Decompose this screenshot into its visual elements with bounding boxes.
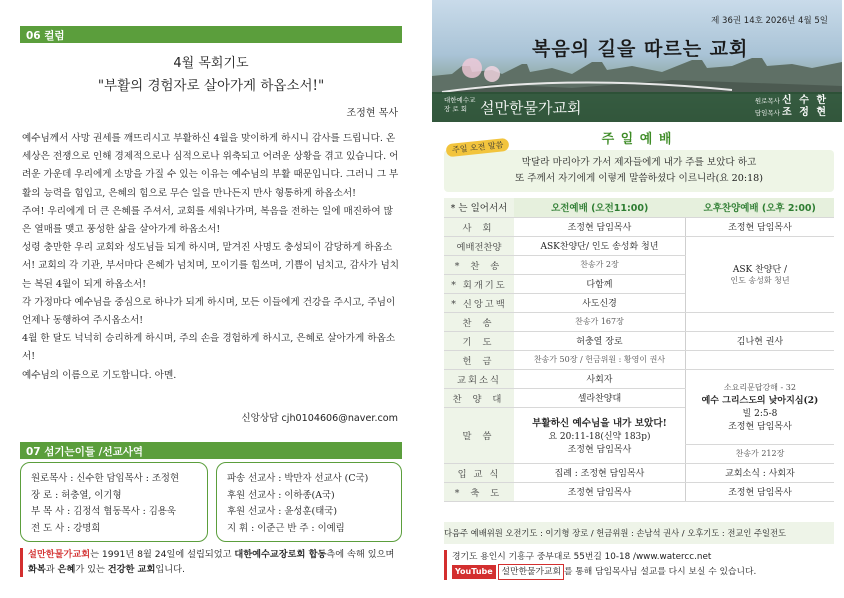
workers-header: 07 섬기는이들 /선교사역 xyxy=(20,442,402,459)
col-note: * 는 일어서서 xyxy=(444,198,514,217)
people-box xyxy=(20,462,208,542)
verse-box xyxy=(444,150,834,192)
col-pm: 오후찬양예배 (오후 2:00) xyxy=(685,198,834,217)
desc-denomination: 대한예수교장로회 합동 xyxy=(234,549,327,560)
prayer-subtitle: "부활의 경험자로 살아가게 하옵소서!" xyxy=(97,78,325,94)
sermon-badge: 주일 오전 말씀 xyxy=(445,138,509,158)
row-label: 입 교 식 xyxy=(444,463,514,482)
prayer-paragraph: 성령 충만한 우리 교회와 성도님들 되게 하시며, 맡겨진 사명도 충성되이 감당하게 하옵소서! 교회의 각 기관, 부서마다 은혜가 넘치며, 모이기를 힘쓰며, 기쁨이 넘치고, 감사가 넘치는 복된 4월이 되게 하옵소서! xyxy=(22,242,400,290)
prayer-paragraph: 4월 한 달도 넉넉히 승리하게 하시며, 주의 손을 경험하게 하시고, 은혜로 살아가게 하옵소서! xyxy=(22,333,396,363)
row-label: 예배전찬양 xyxy=(444,236,514,255)
desc-text: 가 있는 xyxy=(75,563,108,575)
row-label: * 회개기도 xyxy=(444,274,514,293)
desc-church-name: 설만한물가교회 xyxy=(28,549,91,560)
am-cell: 찬송가 50장 / 헌금위원 : 황영이 권사 xyxy=(514,350,685,369)
pm-cell: 김나현 권사 xyxy=(685,331,834,350)
service-order-table xyxy=(444,198,834,502)
desc-keyword: 화복 xyxy=(28,563,46,575)
desc-keyword: 은혜 xyxy=(57,563,76,575)
prayer-paragraph: 주여! 우리에게 더 큰 은혜를 주셔서, 교회를 세워나가며, 복음을 전하는 일에 매진하여 많은 열매를 맺고 풍성한 삶을 살아가게 하옵소서! xyxy=(22,205,393,236)
pm-speaker: 조정현 담임목사 xyxy=(728,421,792,432)
am-cell: 조정현 담임목사 xyxy=(514,482,685,501)
address-block xyxy=(444,550,834,580)
row-label: * 찬 송 xyxy=(444,255,514,274)
row-label: 말 씀 xyxy=(444,407,514,463)
pm-cell xyxy=(685,350,834,369)
pm-ref: 빌 2:5-8 xyxy=(742,408,778,419)
youtube-line xyxy=(452,564,834,580)
issue-info: 제 36권 14호 2026년 4월 5일 xyxy=(711,16,828,26)
desc-text: 측에 속해 있으며 xyxy=(326,549,395,560)
church-name: 설만한물가교회 xyxy=(480,99,582,117)
mission-box xyxy=(216,462,402,542)
people-line: 전 도 사 : 강명희 xyxy=(31,522,101,534)
prayer-paragraph: 각 가정마다 예수님을 중심으로 하나가 되게 하시며, 모든 이들에게 건강을 주시고, 주님이 언제나 동행하여 주시옵소서! xyxy=(22,296,396,327)
am-sermon-ref: 요 20:11-18(신약 183p) xyxy=(548,432,651,442)
pm-praise-cell xyxy=(685,236,834,312)
am-sermon-title: 부활하신 예수님을 내가 보았다! xyxy=(532,418,667,429)
prayer-paragraph: 예수님께서 사망 권세를 깨뜨리시고 부활하신 4월을 맞이하게 하시니 감사를 드립니다. 온 세상은 전쟁으로 인해 경제적으로나 심적으로나 위축되고 어려운 상황을 겪고 있습니다. 어려운 가운데 우리에게 소망을 가질 수 있는 이유는 예수님의 부활 때문입니다. 그러니 그 부활의 능력을 힘입고, 은혜의 힘으로 무슨 일을 만나든지 만사 형통하게 하옵소서! xyxy=(22,133,399,199)
service-title: 주 일 예 배 xyxy=(601,132,673,147)
am-cell: 찬송가 167장 xyxy=(514,312,685,331)
am-cell: 셀라찬양대 xyxy=(514,388,685,407)
pm-hymn: 찬송가 212장 xyxy=(685,444,834,463)
slogan: 복음의 길을 따르는 교회 xyxy=(532,38,749,60)
desc-text: 과 xyxy=(45,563,58,575)
pm-cell: 교회소식 : 사회자 xyxy=(685,463,834,482)
row-label: * 축 도 xyxy=(444,482,514,501)
senior-label: 담임목사 xyxy=(754,109,780,117)
column-header: 06 컬럼 xyxy=(20,26,402,43)
senior-name: 조 정 현 xyxy=(782,107,828,118)
prayer-paragraph: 예수님의 이름으로 기도합니다. 아멘. xyxy=(22,369,177,381)
church-description xyxy=(20,548,406,577)
am-cell: 허충열 장로 xyxy=(514,331,685,350)
desc-text: 입니다. xyxy=(155,563,185,575)
am-cell: 사회자 xyxy=(514,369,685,388)
bulletin-banner xyxy=(432,0,842,122)
desc-keyword: 건강한 교회 xyxy=(107,563,156,575)
mission-line: 후원 선교사 : 이하종(A국) xyxy=(227,489,335,501)
am-sermon-speaker: 조정현 담임목사 xyxy=(567,445,632,455)
mission-line: 후원 선교사 : 윤성훈(태국) xyxy=(227,506,337,517)
am-cell: 찬송가 2장 xyxy=(514,255,685,274)
row-label: 사 회 xyxy=(444,217,514,236)
row-label: 찬 양 대 xyxy=(444,388,514,407)
verse-line: 또 주께서 자기에게 이렇게 말씀하셨다 이르니라(요 20:18) xyxy=(514,173,764,184)
counsel-email[interactable]: 신앙상담 cjh0104606@naver.com xyxy=(241,413,398,424)
pm-cell: 조정현 담임목사 xyxy=(685,482,834,501)
denom-line: 장 로 회 xyxy=(444,105,467,113)
col-am: 오전예배 (오전11:00) xyxy=(514,198,685,217)
am-cell: 사도신경 xyxy=(514,293,685,312)
row-label: * 신앙고백 xyxy=(444,293,514,312)
people-line: 장 로 : 허충열, 이기형 xyxy=(31,489,122,501)
youtube-icon[interactable]: YouTube xyxy=(452,565,496,579)
prayer-body xyxy=(22,130,402,385)
verse-line: 막달라 마리아가 가서 제자들에게 내가 주를 보았다 하고 xyxy=(521,157,757,168)
am-cell: 다함께 xyxy=(514,274,685,293)
pm-praise-leader: 인도 송성화 청년 xyxy=(730,276,790,285)
pm-praise: ASK 찬양단 / xyxy=(732,265,788,275)
prayer-author: 조정현 목사 xyxy=(346,108,398,119)
youtube-channel[interactable]: 설만한물가교회 xyxy=(498,564,564,580)
desc-text: 는 1991년 8월 24일에 설립되었고 xyxy=(90,549,235,560)
am-cell: ASK찬양단/ 인도 송성화 청년 xyxy=(514,236,685,255)
elder-label: 원로목사 xyxy=(754,97,780,105)
elder-name: 신 수 한 xyxy=(782,95,828,106)
people-line: 부 목 사 : 김정석 협동목사 : 김용욱 xyxy=(31,506,176,517)
am-cell: 조정현 담임목사 xyxy=(514,217,685,236)
people-line: 원로목사 : 신수한 담임목사 : 조정현 xyxy=(31,473,180,484)
row-label: 헌 금 xyxy=(444,350,514,369)
denom-line: 대한예수교 xyxy=(444,96,476,104)
pm-cell: 조정현 담임목사 xyxy=(685,217,834,236)
am-sermon-cell xyxy=(514,407,685,463)
pastors xyxy=(755,95,828,119)
row-label: 찬 송 xyxy=(444,312,514,331)
next-week-officers: 다음주 예배위원 오전기도 : 이기형 장로 / 헌금위원 : 손남석 권사 / 오후기도 : 전교인 주일전도 xyxy=(444,522,834,544)
row-label: 교회소식 xyxy=(444,369,514,388)
pm-series: 소요리문답강해 - 32 xyxy=(723,382,796,392)
address: 경기도 용인시 기흥구 중부대로 55번길 10-18 /www.watercc.net xyxy=(452,552,712,562)
banner-footer xyxy=(432,92,842,122)
right-page xyxy=(432,0,844,598)
youtube-text: 를 통해 담임목사님 설교를 다시 보실 수 있습니다. xyxy=(563,567,757,577)
pm-sermon-cell xyxy=(685,369,834,444)
denomination xyxy=(444,96,475,114)
pm-sermon-title: 예수 그리스도의 낮아지심(2) xyxy=(701,395,819,406)
prayer-title: 4월 목회기도 xyxy=(173,56,249,71)
am-cell: 집례 : 조정현 담임목사 xyxy=(514,463,685,482)
pm-cell xyxy=(685,312,834,331)
mission-line: 지 휘 : 이준근 반 주 : 이예림 xyxy=(227,522,345,534)
row-label: 기 도 xyxy=(444,331,514,350)
mission-line: 파송 선교사 : 박만자 선교사 (C국) xyxy=(227,473,369,484)
